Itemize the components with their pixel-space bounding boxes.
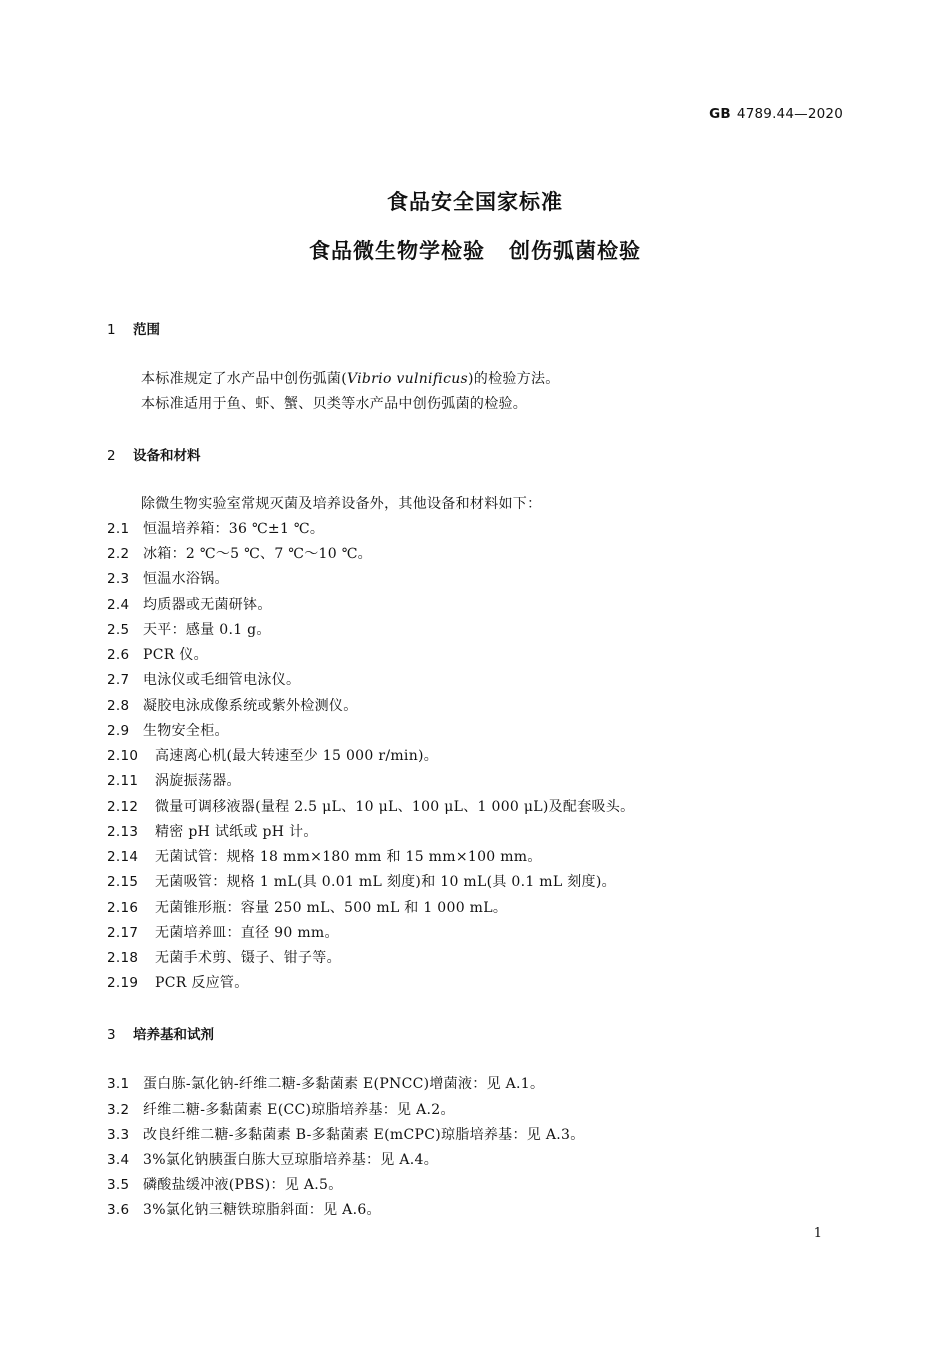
item-number: 2.2: [107, 546, 130, 562]
equipment-item: [107, 568, 229, 588]
item-number: 2.14: [107, 849, 139, 865]
item-text: PCR 仪。: [143, 647, 208, 663]
equipment-item: [107, 669, 300, 689]
equipment-item: [107, 720, 229, 740]
scope-text: 本标准规定了水产品中创伤弧菌(: [141, 371, 347, 387]
item-number: 2.11: [107, 773, 139, 789]
item-number: 2.6: [107, 647, 130, 663]
reagent-item: [107, 1174, 343, 1194]
scope-line-2: 本标准适用于鱼、虾、蟹、贝类等水产品中创伤弧菌的检验。: [141, 396, 528, 412]
item-number: 2.1: [107, 521, 130, 537]
item-number: 2.18: [107, 950, 139, 966]
page-number: 1: [813, 1226, 822, 1241]
item-number: 2.19: [107, 975, 139, 991]
equipment-item: [107, 796, 634, 816]
equipment-item: [107, 518, 324, 538]
standard-code: [709, 106, 843, 122]
reagent-item: [107, 1124, 585, 1144]
document-title: 食品安全国家标准: [387, 190, 563, 214]
item-text: 凝胶电泳成像系统或紫外检测仪。: [143, 698, 358, 714]
scope-text: )的检验方法。: [468, 371, 560, 387]
item-number: 3.2: [107, 1102, 130, 1118]
item-number: 2.5: [107, 622, 130, 638]
subtitle-part-1: 食品微生物学检验: [309, 239, 485, 263]
item-text: 高速离心机(最大转速至少 15 000 r/min)。: [155, 748, 439, 764]
equipment-item: [107, 821, 318, 841]
item-number: 2.17: [107, 925, 139, 941]
item-text: 3%氯化钠胰蛋白胨大豆琼脂培养基：见 A.4。: [143, 1152, 439, 1168]
item-text: 磷酸盐缓冲液(PBS)：见 A.5。: [143, 1177, 343, 1193]
item-text: 涡旋振荡器。: [155, 773, 241, 789]
equipment-item: [107, 619, 271, 639]
equipment-item: [107, 846, 542, 866]
section-number: 1: [107, 322, 116, 338]
item-number: 2.3: [107, 571, 130, 587]
item-number: 3.4: [107, 1152, 130, 1168]
standard-number: 4789.44—2020: [736, 106, 843, 122]
section-heading-2: [107, 444, 201, 464]
item-number: 2.15: [107, 874, 139, 890]
item-text: 均质器或无菌研钵。: [143, 597, 272, 613]
item-text: 3%氯化钠三糖铁琼脂斜面：见 A.6。: [143, 1202, 381, 1218]
equipment-item: [107, 543, 372, 563]
item-number: 2.9: [107, 723, 130, 739]
item-number: 3.3: [107, 1127, 130, 1143]
item-text: 冰箱：2 ℃～5 ℃、7 ℃～10 ℃。: [143, 546, 372, 562]
item-text: 纤维二糖-多黏菌素 E(CC)琼脂培养基：见 A.2。: [143, 1102, 455, 1118]
item-number: 3.6: [107, 1202, 130, 1218]
item-text: 电泳仪或毛细管电泳仪。: [143, 672, 301, 688]
reagent-item: [107, 1099, 455, 1119]
item-number: 2.10: [107, 748, 139, 764]
section-title: 培养基和试剂: [133, 1027, 214, 1043]
section-number: 2: [107, 448, 116, 464]
item-number: 2.8: [107, 698, 130, 714]
item-number: 3.5: [107, 1177, 130, 1193]
section-heading-1: [107, 318, 160, 338]
item-text: 无菌吸管：规格 1 mL(具 0.01 mL 刻度)和 10 mL(具 0.1 mL 刻度)。: [155, 874, 616, 890]
standard-prefix: GB: [709, 106, 731, 122]
equipment-item: [107, 922, 339, 942]
item-text: 微量可调移液器(量程 2.5 μL、10 μL、100 μL、1 000 μL)及配套吸头。: [155, 799, 635, 815]
equipment-item: [107, 871, 616, 891]
section-title: 范围: [133, 322, 160, 338]
document-subtitle: [0, 235, 950, 265]
scope-line-1: [141, 368, 560, 388]
item-text: 蛋白胨-氯化钠-纤维二糖-多黏菌素 E(PNCC)增菌液：见 A.1。: [143, 1076, 545, 1092]
species-name: Vibrio vulnificus: [346, 371, 469, 387]
item-text: 无菌手术剪、镊子、钳子等。: [155, 950, 341, 966]
item-text: 无菌试管：规格 18 mm×180 mm 和 15 mm×100 mm。: [155, 849, 542, 865]
reagent-item: [107, 1199, 381, 1219]
item-text: PCR 反应管。: [155, 975, 249, 991]
equipment-item: [107, 770, 241, 790]
item-number: 2.7: [107, 672, 130, 688]
item-number: 2.12: [107, 799, 139, 815]
item-number: 3.1: [107, 1076, 130, 1092]
item-text: 改良纤维二糖-多黏菌素 B-多黏菌素 E(mCPC)琼脂培养基：见 A.3。: [143, 1127, 585, 1143]
equipment-item: [107, 897, 507, 917]
item-number: 2.13: [107, 824, 139, 840]
section-title: 设备和材料: [133, 448, 201, 464]
equipment-item: [107, 972, 249, 992]
section-number: 3: [107, 1027, 116, 1043]
subtitle-part-2: 创伤弧菌检验: [509, 239, 641, 263]
equipment-item: [107, 594, 272, 614]
item-number: 2.16: [107, 900, 139, 916]
equipment-item: [107, 644, 208, 664]
item-text: 无菌培养皿：直径 90 mm。: [155, 925, 339, 941]
reagent-item: [107, 1073, 544, 1093]
equipment-item: [107, 695, 358, 715]
item-text: 恒温水浴锅。: [143, 571, 229, 587]
equipment-intro: 除微生物实验室常规灭菌及培养设备外，其他设备和材料如下：: [141, 496, 542, 512]
equipment-item: [107, 947, 341, 967]
reagent-item: [107, 1149, 438, 1169]
equipment-item: [107, 745, 438, 765]
section-heading-3: [107, 1023, 214, 1043]
item-text: 精密 pH 试纸或 pH 计。: [155, 824, 318, 840]
item-text: 天平：感量 0.1 g。: [143, 622, 271, 638]
item-text: 恒温培养箱：36 ℃±1 ℃。: [143, 521, 325, 537]
item-text: 无菌锥形瓶：容量 250 mL、500 mL 和 1 000 mL。: [155, 900, 508, 916]
item-number: 2.4: [107, 597, 130, 613]
item-text: 生物安全柜。: [143, 723, 229, 739]
